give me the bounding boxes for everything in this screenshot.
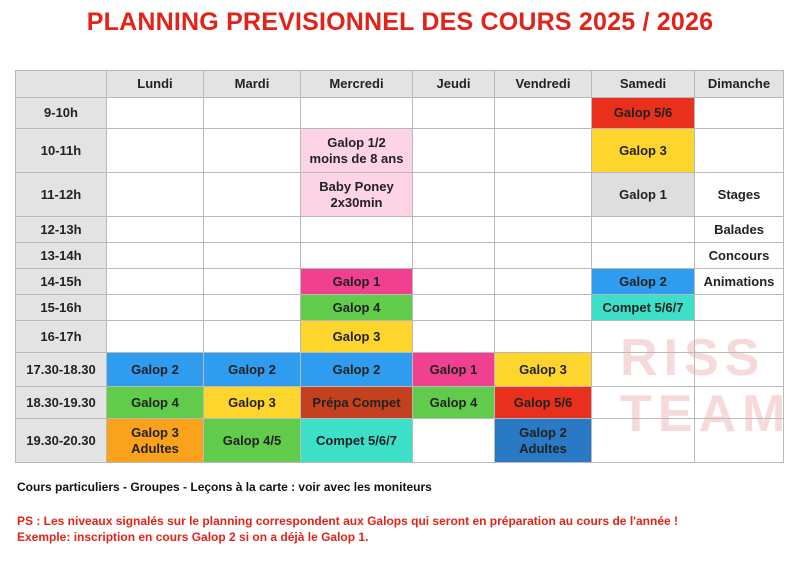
course-cell: Prépa Compet [301, 387, 413, 419]
empty-cell [592, 321, 695, 353]
empty-cell [413, 419, 495, 463]
empty-cell [413, 321, 495, 353]
time-slot: 9-10h [16, 98, 107, 129]
activity-cell: Concours [695, 243, 784, 269]
course-cell [301, 129, 413, 173]
header-row [16, 71, 784, 98]
table-row [16, 173, 784, 217]
empty-cell [107, 321, 204, 353]
time-slot: 12-13h [16, 217, 107, 243]
table-row [16, 243, 784, 269]
course-cell: Galop 1 [413, 353, 495, 387]
course-cell: Galop 2 [204, 353, 301, 387]
course-cell: Galop 3 [495, 353, 592, 387]
course-cell: Compet 5/6/7 [592, 295, 695, 321]
empty-cell [204, 129, 301, 173]
schedule-table [15, 70, 784, 463]
day-header-jeudi: Jeudi [413, 71, 495, 98]
empty-cell [695, 129, 784, 173]
empty-cell [495, 269, 592, 295]
course-cell [107, 419, 204, 463]
empty-cell [413, 243, 495, 269]
empty-cell [695, 419, 784, 463]
course-cell: Galop 2 [592, 269, 695, 295]
empty-cell [204, 173, 301, 217]
empty-cell [413, 295, 495, 321]
empty-cell [107, 173, 204, 217]
course-cell: Galop 1 [592, 173, 695, 217]
course-cell: Galop 3 [592, 129, 695, 173]
empty-cell [107, 98, 204, 129]
empty-cell [107, 269, 204, 295]
time-slot: 15-16h [16, 295, 107, 321]
time-slot: 16-17h [16, 321, 107, 353]
day-header-mercredi: Mercredi [301, 71, 413, 98]
course-cell: Galop 4 [301, 295, 413, 321]
course-line: 2x30min [330, 194, 383, 210]
course-cell: Galop 3 [204, 387, 301, 419]
course-cell: Galop 2 [107, 353, 204, 387]
course-line: Adultes [519, 440, 567, 456]
day-header-mardi: Mardi [204, 71, 301, 98]
page-title: PLANNING PREVISIONNEL DES COURS 2025 / 2026 [86, 8, 714, 36]
course-cell: Compet 5/6/7 [301, 419, 413, 463]
activity-cell: Balades [695, 217, 784, 243]
course-line: Galop 2 [519, 424, 567, 440]
empty-cell [204, 321, 301, 353]
course-cell: Galop 3 [301, 321, 413, 353]
day-header-vendredi: Vendredi [495, 71, 592, 98]
empty-cell [695, 387, 784, 419]
empty-cell [204, 217, 301, 243]
empty-cell [495, 217, 592, 243]
empty-cell [495, 295, 592, 321]
time-slot: 19.30-20.30 [16, 419, 107, 463]
private-lessons-note: Cours particuliers - Groupes - Leçons à la carte : voir avec les moniteurs [17, 480, 432, 494]
empty-cell [107, 243, 204, 269]
empty-cell [413, 173, 495, 217]
course-line: Galop 1/2 [327, 134, 386, 150]
course-cell: Galop 5/6 [592, 98, 695, 129]
empty-cell [204, 295, 301, 321]
activity-cell: Animations [695, 269, 784, 295]
table-row [16, 353, 784, 387]
course-cell [301, 173, 413, 217]
empty-cell [592, 387, 695, 419]
time-slot: 14-15h [16, 269, 107, 295]
table-row [16, 419, 784, 463]
day-header-samedi: Samedi [592, 71, 695, 98]
empty-cell [592, 419, 695, 463]
ps-line-1: PS : Les niveaux signalés sur le planning correspondent aux Galops qui seront en préparation au cours de l'année ! [17, 514, 679, 528]
course-line: Baby Poney [319, 178, 394, 194]
time-slot: 11-12h [16, 173, 107, 217]
empty-cell [107, 217, 204, 243]
course-line: Adultes [131, 440, 179, 456]
empty-cell [495, 98, 592, 129]
empty-cell [204, 243, 301, 269]
ps-note [17, 513, 678, 545]
table-row [16, 269, 784, 295]
empty-cell [495, 321, 592, 353]
empty-cell [413, 98, 495, 129]
table-row [16, 321, 784, 353]
empty-cell [413, 269, 495, 295]
empty-cell [695, 321, 784, 353]
watermark-line1: RISS [620, 329, 766, 387]
empty-cell [413, 129, 495, 173]
empty-cell [301, 217, 413, 243]
watermark-line2: TEAM [620, 385, 792, 443]
table-row [16, 387, 784, 419]
course-cell: Galop 5/6 [495, 387, 592, 419]
table-row [16, 295, 784, 321]
day-header-lundi: Lundi [107, 71, 204, 98]
course-cell [495, 419, 592, 463]
activity-cell: Stages [695, 173, 784, 217]
table-row [16, 217, 784, 243]
empty-cell [204, 98, 301, 129]
course-cell: Galop 4/5 [204, 419, 301, 463]
ps-line-2: Exemple: inscription en cours Galop 2 si on a déjà le Galop 1. [17, 530, 369, 544]
course-line: Galop 3 [131, 424, 179, 440]
course-cell: Galop 2 [301, 353, 413, 387]
empty-cell [107, 129, 204, 173]
course-line: moins de 8 ans [309, 150, 404, 166]
empty-cell [107, 295, 204, 321]
table-row [16, 129, 784, 173]
corner-cell [16, 71, 107, 98]
empty-cell [301, 98, 413, 129]
empty-cell [495, 173, 592, 217]
empty-cell [695, 353, 784, 387]
empty-cell [204, 269, 301, 295]
time-slot: 18.30-19.30 [16, 387, 107, 419]
empty-cell [495, 129, 592, 173]
empty-cell [592, 353, 695, 387]
empty-cell [695, 98, 784, 129]
course-cell: Galop 4 [413, 387, 495, 419]
empty-cell [301, 243, 413, 269]
empty-cell [592, 217, 695, 243]
time-slot: 10-11h [16, 129, 107, 173]
table-row [16, 98, 784, 129]
empty-cell [695, 295, 784, 321]
time-slot: 13-14h [16, 243, 107, 269]
time-slot: 17.30-18.30 [16, 353, 107, 387]
empty-cell [495, 243, 592, 269]
empty-cell [592, 243, 695, 269]
course-cell: Galop 4 [107, 387, 204, 419]
empty-cell [413, 217, 495, 243]
day-header-dimanche: Dimanche [695, 71, 784, 98]
course-cell: Galop 1 [301, 269, 413, 295]
